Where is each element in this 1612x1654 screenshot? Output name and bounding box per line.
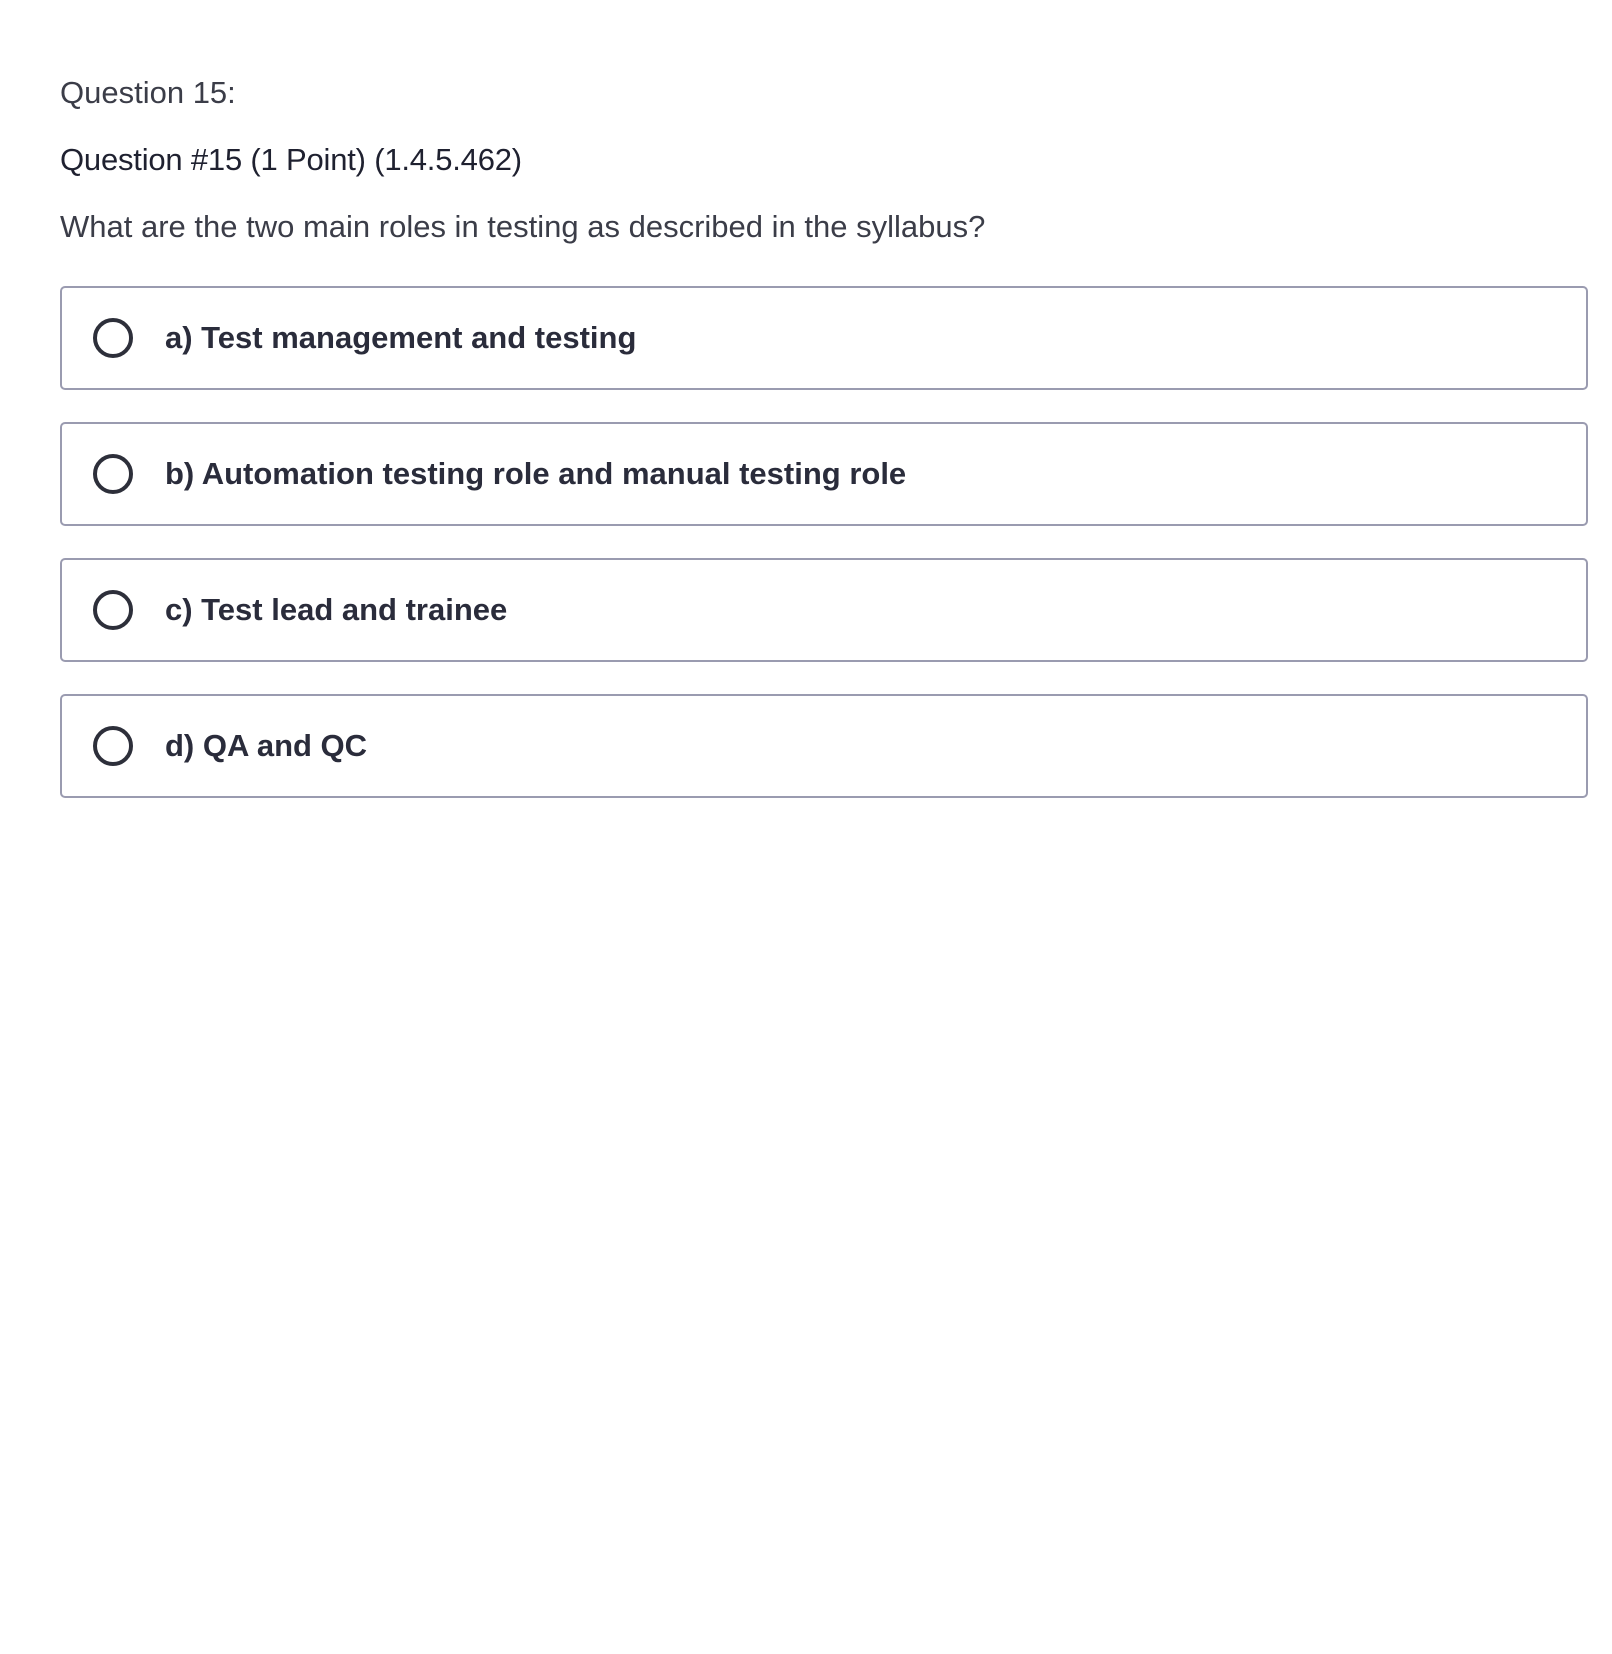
- option-label: b) Automation testing role and manual testing role: [165, 456, 907, 491]
- radio-unchecked-icon[interactable]: [93, 590, 133, 630]
- option-d[interactable]: [60, 694, 1588, 798]
- radio-unchecked-icon[interactable]: [93, 726, 133, 766]
- question-text: What are the two main roles in testing as described in the syllabus?: [60, 209, 986, 244]
- answer-options: [60, 286, 1588, 798]
- option-a[interactable]: [60, 286, 1588, 390]
- option-label: a) Test management and testing: [165, 320, 637, 355]
- option-b[interactable]: [60, 422, 1588, 526]
- option-label: d) QA and QC: [165, 728, 368, 763]
- question-meta: Question #15 (1 Point) (1.4.5.462): [60, 142, 522, 177]
- question-number: Question 15:: [60, 75, 236, 110]
- radio-unchecked-icon[interactable]: [93, 454, 133, 494]
- radio-unchecked-icon[interactable]: [93, 318, 133, 358]
- option-c[interactable]: [60, 558, 1588, 662]
- option-label: c) Test lead and trainee: [165, 592, 508, 627]
